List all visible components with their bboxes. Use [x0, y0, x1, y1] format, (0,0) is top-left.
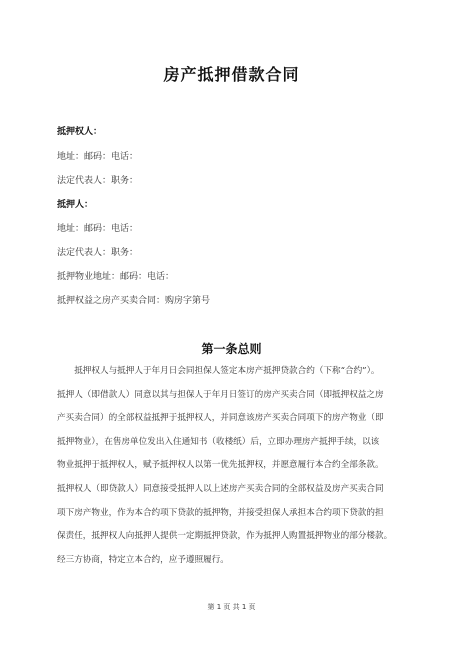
- paragraph-line: 保责任，抵押权人向抵押人提供一定期抵押贷款，作为抵押人购置抵押物业的部分楼款。: [57, 531, 393, 542]
- mortgagor-address-line: 地址：邮码：电话：: [57, 224, 139, 234]
- paragraph-line: 抵押物业），在售房单位发出入住通知书（收楼纸）后，立即办理房产抵押手续，以该: [57, 436, 380, 447]
- property-address-line: 抵押物业地址：邮码：电话：: [57, 272, 175, 282]
- paragraph-line: 抵押权人与抵押人于年月日会同担保人签定本房产抵押贷款合约（下称“合约”）。: [57, 366, 380, 376]
- purchase-contract-line: 抵押权益之房产买卖合同：购房字第号: [57, 296, 211, 306]
- section-paragraph: [57, 360, 409, 572]
- paragraph-line: 抵押人（即借款人）同意以其与担保人于年月日签订的房产买卖合同（即抵押权益之房: [57, 389, 384, 400]
- mortgagor-heading: 抵押人：: [57, 200, 94, 210]
- paragraph-line: 产买卖合同）的全部权益抵押于抵押权人，并同意该房产买卖合同项下的房产物业（即: [57, 413, 384, 424]
- paragraph-line: 经三方协商，特定立本合约，应予遵照履行。: [57, 554, 229, 565]
- mortgagee-address-line: 地址：邮码：电话：: [57, 152, 139, 162]
- paragraph-line: 物业抵押于抵押权人，赋予抵押权人以第一优先抵押权，并愿意履行本合约全部条款。: [57, 460, 384, 471]
- mortgagee-rep-line: 法定代表人：职务：: [57, 176, 139, 186]
- paragraph-line: 项下房产物业，作为本合约项下贷款的抵押物，并接受担保人承担本合约项下贷款的担: [57, 507, 384, 518]
- mortgagor-rep-line: 法定代表人：职务：: [57, 248, 139, 258]
- paragraph-line: 抵押权人（即贷款人）同意接受抵押人以上述房产买卖合同的全部权益及房产买卖合同: [57, 483, 384, 494]
- mortgagee-heading: 抵押权人：: [57, 127, 103, 137]
- document-title: 房产抵押借款合同: [163, 65, 300, 84]
- section-title: 第一条总则: [201, 342, 262, 356]
- page-footer: 第 1 页 共 1 页: [207, 603, 256, 611]
